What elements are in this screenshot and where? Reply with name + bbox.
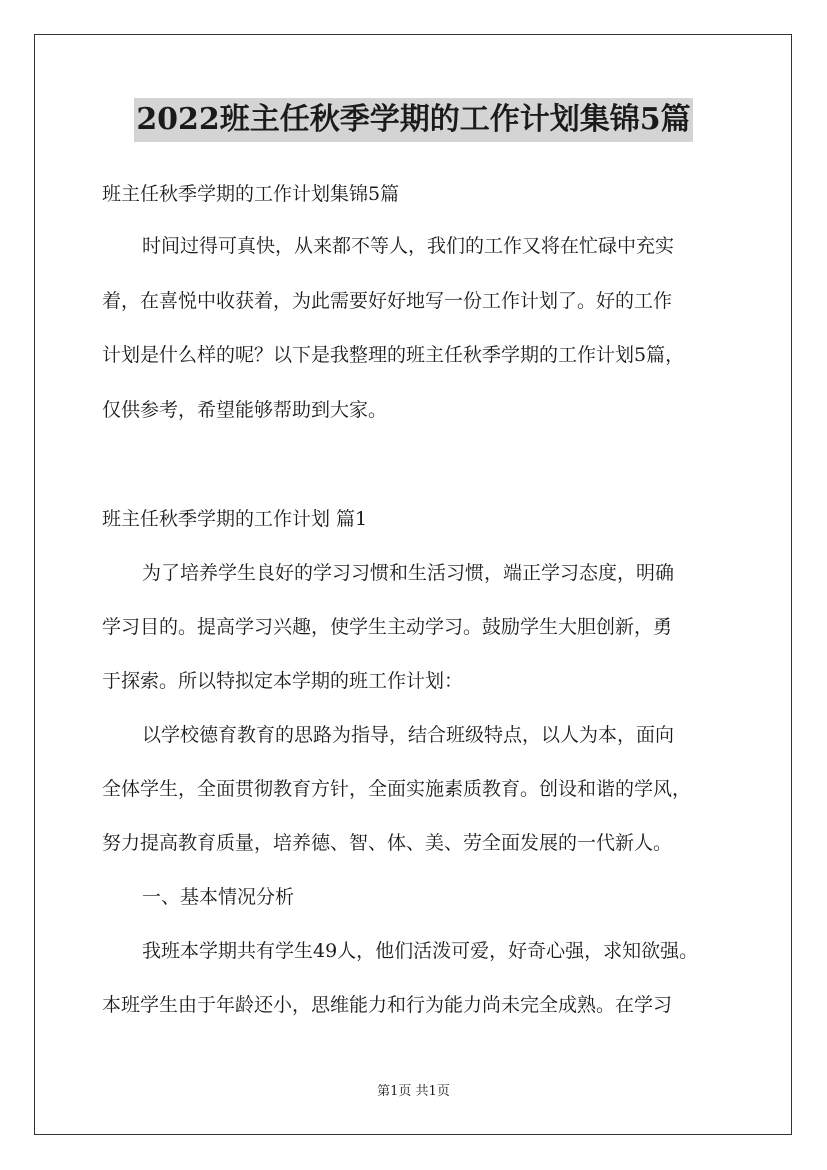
paragraph-line: 努力提高教育质量，培养德、智、体、美、劳全面发展的一代新人。 (102, 832, 673, 854)
paragraph-line: 学习目的。提高学习兴趣，使学生主动学习。鼓励学生大胆创新，勇 (102, 616, 673, 638)
paragraph-line: 仅供参考，希望能够帮助到大家。 (102, 399, 388, 421)
page-footer: 第1页 共1页 (377, 1084, 450, 1099)
paragraph-line: 时间过得可真快，从来都不等人，我们的工作又将在忙碌中充实 (142, 235, 675, 257)
paragraph-line: 于探索。所以特拟定本学期的班工作计划： (102, 670, 464, 692)
title-container (0, 98, 827, 142)
paragraph-line: 全体学生，全面贯彻教育方针，全面实施素质教育。创设和谐的学风， (102, 778, 692, 800)
subtitle-line: 班主任秋季学期的工作计划集锦5篇 (102, 183, 400, 205)
paragraph-line: 着，在喜悦中收获着，为此需要好好地写一份工作计划了。好的工作 (102, 290, 673, 312)
paragraph-line: 本班学生由于年龄还小，思维能力和行为能力尚未完全成熟。在学习 (102, 994, 673, 1016)
document-title: 2022班主任秋季学期的工作计划集锦5篇 (134, 98, 692, 142)
subsection-heading: 一、基本情况分析 (142, 886, 295, 908)
section-heading: 班主任秋季学期的工作计划 篇1 (102, 508, 368, 530)
paragraph-line: 我班本学期共有学生49人，他们活泼可爱，好奇心强，求知欲强。 (142, 940, 699, 962)
paragraph-line: 计划是什么样的呢？以下是我整理的班主任秋季学期的工作计划5篇， (102, 344, 685, 366)
paragraph-line: 以学校德育教育的思路为指导，结合班级特点，以人为本，面向 (142, 724, 675, 746)
paragraph-line: 为了培养学生良好的学习习惯和生活习惯，端正学习态度，明确 (142, 562, 675, 584)
